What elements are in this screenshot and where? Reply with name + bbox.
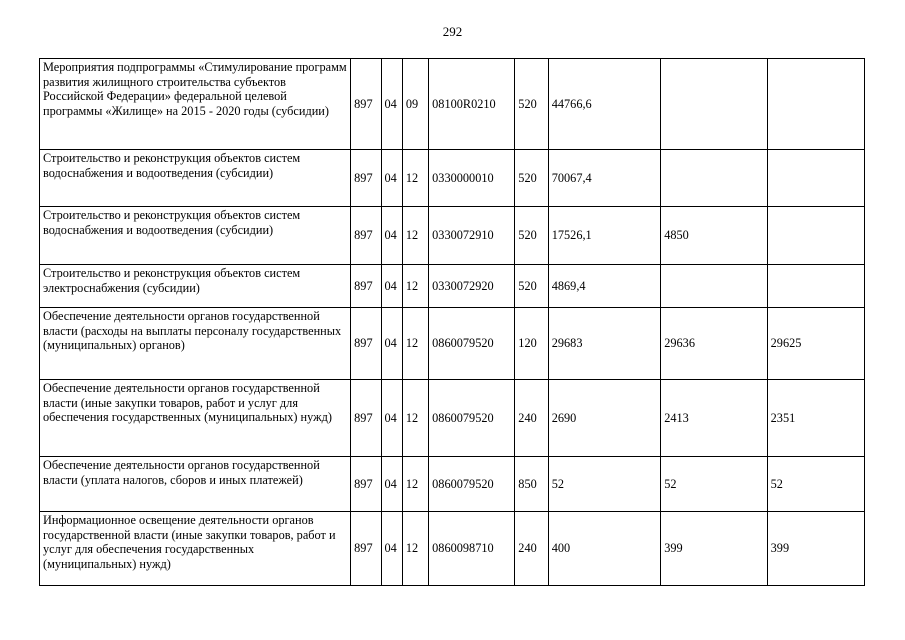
expense-type-code: 520 — [515, 150, 548, 207]
target-article-code: 08100R0210 — [429, 59, 515, 150]
amount-year-1: 44766,6 — [548, 59, 661, 150]
ministry-code: 897 — [351, 265, 381, 308]
row-description: Строительство и реконструкция объектов систем электроснабжения (субсидии) — [40, 265, 351, 308]
table-row — [40, 457, 865, 512]
amount-year-2: 52 — [661, 457, 767, 512]
ministry-code: 897 — [351, 512, 381, 586]
expense-type-code: 240 — [515, 512, 548, 586]
table-row — [40, 308, 865, 380]
amount-year-2 — [661, 59, 767, 150]
amount-year-3: 52 — [767, 457, 864, 512]
target-article-code: 0330072910 — [429, 207, 515, 265]
page-number: 292 — [442, 24, 463, 39]
amount-year-3: 2351 — [767, 380, 864, 457]
ministry-code: 897 — [351, 457, 381, 512]
table-row — [40, 512, 865, 586]
table-row — [40, 150, 865, 207]
expense-type-code: 240 — [515, 380, 548, 457]
section-code: 04 — [381, 308, 402, 380]
amount-year-1: 400 — [548, 512, 661, 586]
amount-year-1: 4869,4 — [548, 265, 661, 308]
ministry-code: 897 — [351, 207, 381, 265]
amount-year-1: 52 — [548, 457, 661, 512]
amount-year-3 — [767, 59, 864, 150]
target-article-code: 0330000010 — [429, 150, 515, 207]
table-row — [40, 380, 865, 457]
amount-year-2 — [661, 150, 767, 207]
amount-year-3 — [767, 207, 864, 265]
amount-year-1: 2690 — [548, 380, 661, 457]
subsection-code: 12 — [402, 380, 428, 457]
amount-year-1: 17526,1 — [548, 207, 661, 265]
ministry-code: 897 — [351, 380, 381, 457]
row-description: Мероприятия подпрограммы «Стимулирование программ развития жилищного строительства субъектов Российской Федерации» федеральной целевой программы «Жилище» на 2015 - 2020 годы (субсидии) — [40, 59, 351, 150]
subsection-code: 12 — [402, 265, 428, 308]
section-code: 04 — [381, 265, 402, 308]
amount-year-1: 70067,4 — [548, 150, 661, 207]
subsection-code: 09 — [402, 59, 428, 150]
subsection-code: 12 — [402, 150, 428, 207]
subsection-code: 12 — [402, 308, 428, 380]
target-article-code: 0860079520 — [429, 457, 515, 512]
row-description: Информационное освещение деятельности органов государственной власти (иные закупки товаров, работ и услуг для обеспечения государственных (муниципальных) нужд) — [40, 512, 351, 586]
expense-type-code: 520 — [515, 207, 548, 265]
section-code: 04 — [381, 457, 402, 512]
expense-type-code: 120 — [515, 308, 548, 380]
expense-type-code: 520 — [515, 265, 548, 308]
expense-type-code: 850 — [515, 457, 548, 512]
target-article-code: 0860098710 — [429, 512, 515, 586]
row-description: Обеспечение деятельности органов государственной власти (иные закупки товаров, работ и услуг для обеспечения государственных (муниципальных) нужд) — [40, 380, 351, 457]
target-article-code: 0330072920 — [429, 265, 515, 308]
section-code: 04 — [381, 59, 402, 150]
subsection-code: 12 — [402, 457, 428, 512]
row-description: Обеспечение деятельности органов государственной власти (уплата налогов, сборов и иных платежей) — [40, 457, 351, 512]
budget-table — [39, 58, 865, 586]
ministry-code: 897 — [351, 150, 381, 207]
subsection-code: 12 — [402, 207, 428, 265]
amount-year-2: 2413 — [661, 380, 767, 457]
section-code: 04 — [381, 380, 402, 457]
table-row — [40, 207, 865, 265]
amount-year-3 — [767, 150, 864, 207]
amount-year-3: 399 — [767, 512, 864, 586]
ministry-code: 897 — [351, 59, 381, 150]
amount-year-3 — [767, 265, 864, 308]
section-code: 04 — [381, 207, 402, 265]
amount-year-1: 29683 — [548, 308, 661, 380]
subsection-code: 12 — [402, 512, 428, 586]
row-description: Строительство и реконструкция объектов систем водоснабжения и водоотведения (субсидии) — [40, 150, 351, 207]
ministry-code: 897 — [351, 308, 381, 380]
target-article-code: 0860079520 — [429, 380, 515, 457]
table-row — [40, 265, 865, 308]
amount-year-2: 4850 — [661, 207, 767, 265]
amount-year-2: 399 — [661, 512, 767, 586]
expense-type-code: 520 — [515, 59, 548, 150]
table-row — [40, 59, 865, 150]
section-code: 04 — [381, 150, 402, 207]
row-description: Обеспечение деятельности органов государственной власти (расходы на выплаты персоналу государственных (муниципальных) органов) — [40, 308, 351, 380]
amount-year-3: 29625 — [767, 308, 864, 380]
section-code: 04 — [381, 512, 402, 586]
row-description: Строительство и реконструкция объектов систем водоснабжения и водоотведения (субсидии) — [40, 207, 351, 265]
amount-year-2: 29636 — [661, 308, 767, 380]
amount-year-2 — [661, 265, 767, 308]
target-article-code: 0860079520 — [429, 308, 515, 380]
